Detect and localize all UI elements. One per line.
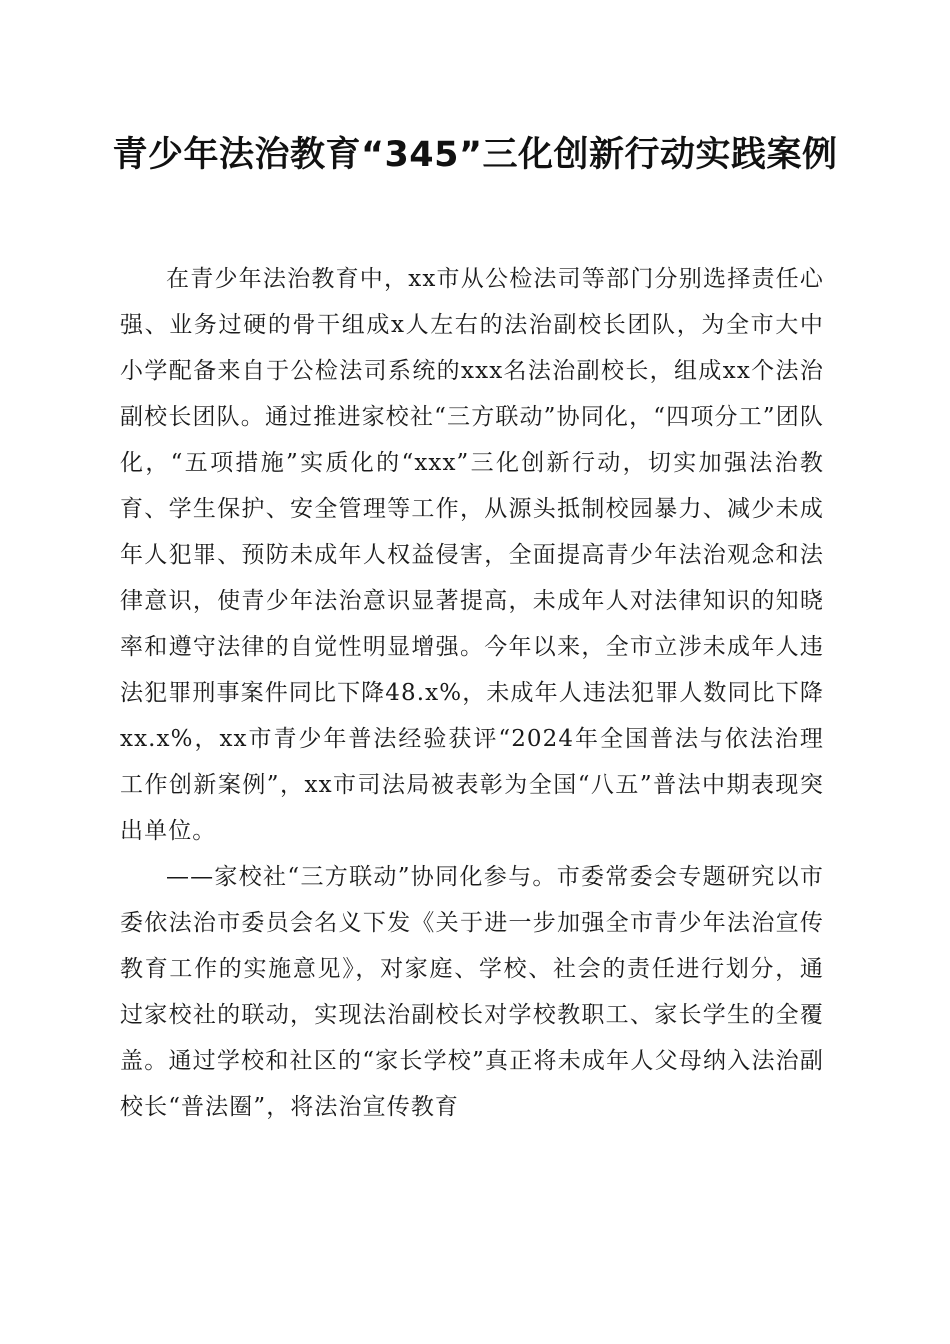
document-title: 青少年法治教育“345”三化创新行动实践案例 [112,135,838,175]
paragraph-three-party-linkage: ——家校社“三方联动”协同化参与。市委常委会专题研究以市委依法治市委员会名义下发《关于进一步加强全市青少年法治宣传教育工作的实施意见》，对家庭、学校、社会的责任进行划分，通过家校社的联动，实现法治副校长对学校教职工、家长学生的全覆盖。通过学校和社区的“家长学校”真正将未成年人父母纳入法治副校长“普法圈”，将法治宣传教育 [120,864,824,1120]
paragraph-intro: 在青少年法治教育中，xx市从公检法司等部门分别选择责任心强、业务过硬的骨干组成x人左右的法治副校长团队，为全市大中小学配备来自于公检法司系统的xxx名法治副校长，组成xx个法治副校长团队。通过推进家校社“三方联动”协同化，“四项分工”团队化，“五项措施”实质化的“xxx”三化创新行动，切实加强法治教育、学生保护、安全管理等工作，从源头抵制校园暴力、减少未成年人犯罪、预防未成年人权益侵害，全面提高青少年法治观念和法律意识，使青少年法治意识显著提高，未成年人对法律知识的知晓率和遵守法律的自觉性明显增强。今年以来，全市立涉未成年人违法犯罪刑事案件同比下降48.x%，未成年人违法犯罪人数同比下降xx.x%，xx市青少年普法经验获评“2024年全国普法与依法治理工作创新案例”，xx市司法局被表彰为全国“八五”普法中期表现突出单位。 [120,266,824,844]
document-body [120,256,824,1130]
